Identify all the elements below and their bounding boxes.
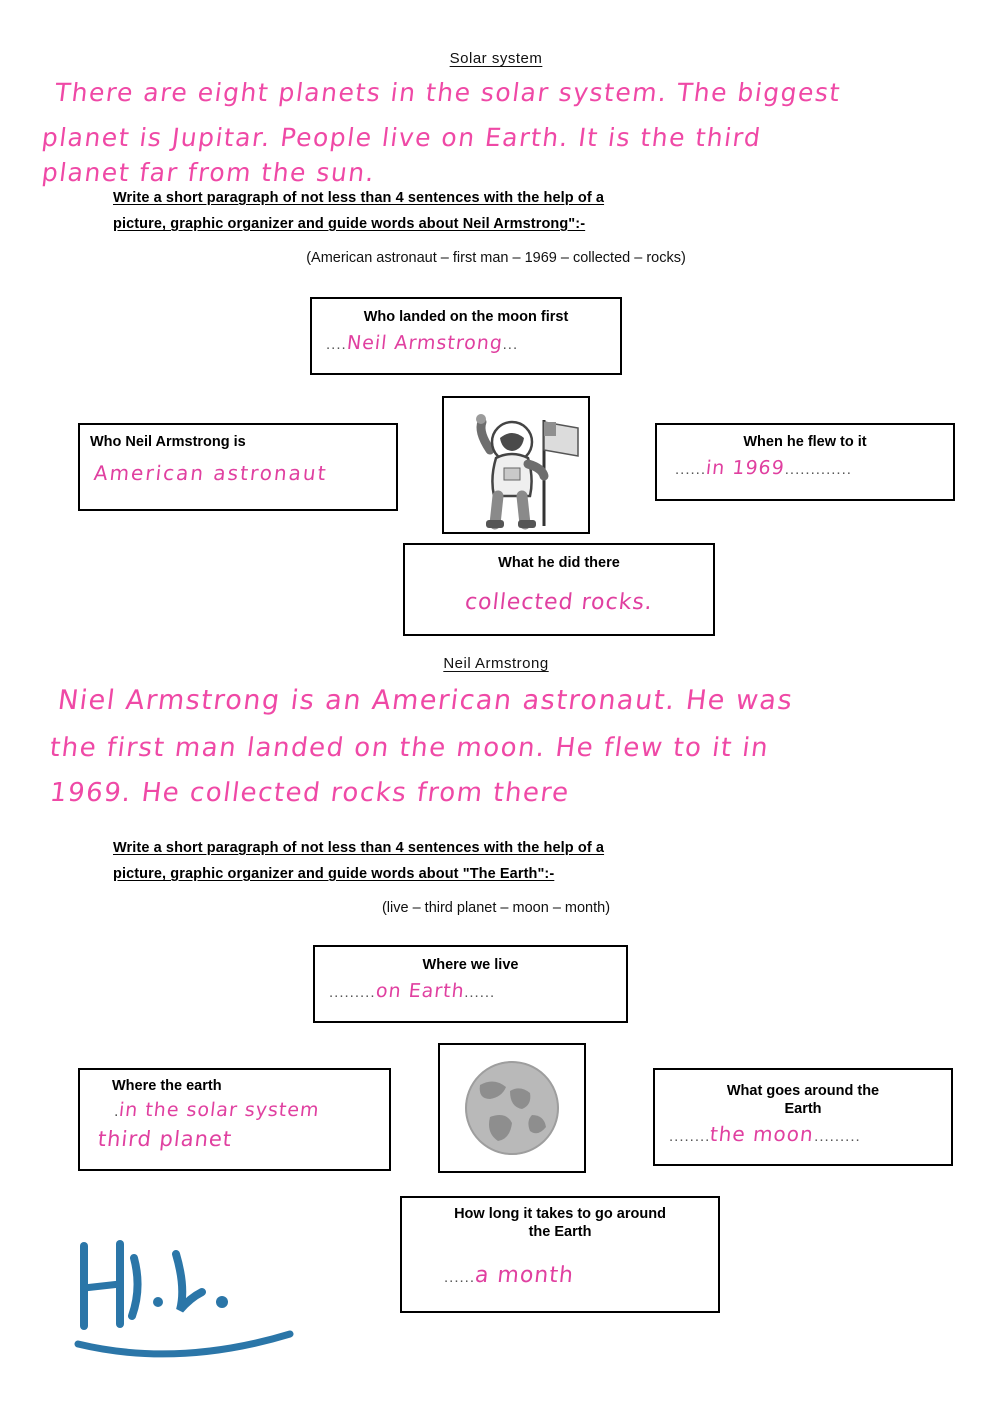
earth-globe-image [438,1043,586,1173]
organizer-box-label: Where the earth [112,1078,222,1094]
task1-instruction-line2: picture, graphic organizer and guide words about Neil Armstrong":- [113,216,586,232]
organizer-box-bottom-task1 [403,543,715,636]
task1-guide-words: (American astronaut – first man – 1969 – collected – rocks) [306,250,686,266]
handwritten-paragraph-line: the first man landed on the moon. He flew to it in [48,733,771,763]
organizer-box-label: What goes around the [726,1083,880,1099]
astronaut-with-flag-image [442,396,590,534]
task2-guide-words: (live – third planet – moon – month) [381,900,611,916]
organizer-box-top-task2 [313,945,628,1023]
answer-dots: ...... [444,1269,476,1287]
answer-dots: ...... [464,984,496,1002]
signature-mark [72,1240,322,1360]
answer-dots: ... [502,336,519,354]
answer-dots: .... [326,336,347,354]
handwritten-answer: collected rocks. [463,590,655,616]
section-title-neil-armstrong: Neil Armstrong [443,655,549,672]
organizer-box-left-task2 [78,1068,391,1171]
handwritten-paragraph-line: planet far from the sun. [40,158,377,187]
handwritten-answer: the moon [709,1122,816,1147]
answer-dots: ...... [675,461,707,479]
handwritten-paragraph-line: planet is Jupitar. People live on Earth. It is the third [40,123,764,152]
task1-instruction-line1: Write a short paragraph of not less than 4 sentences with the help of a [113,190,605,206]
answer-dots: ........ [669,1128,711,1146]
organizer-box-label: Where we live [422,957,519,973]
handwritten-paragraph-line: Niel Armstrong is an American astronaut. He was [56,685,796,716]
task2-instruction-line1: Write a short paragraph of not less than 4 sentences with the help of a [113,840,605,856]
handwritten-answer: a month [473,1263,576,1289]
organizer-box-right-task1 [655,423,955,501]
organizer-box-label: Who landed on the moon first [363,309,569,325]
organizer-box-bottom-task2 [400,1196,720,1313]
handwritten-answer: in 1969 [704,457,786,480]
organizer-box-left-task1 [78,423,398,511]
organizer-box-label: Earth [784,1101,822,1118]
organizer-box-label: What he did there [498,555,620,571]
section-title-solar-system: Solar system [449,50,543,67]
task2-instruction-line2: picture, graphic organizer and guide words about "The Earth":- [113,866,555,882]
handwritten-paragraph-line: 1969. He collected rocks from there [48,778,572,808]
answer-dots: ......... [329,984,376,1002]
teacher-signature [72,1240,322,1365]
answer-dots: . [114,1103,120,1121]
organizer-box-label: How long it takes to go around [454,1206,666,1222]
astronaut-illustration [444,398,588,532]
organizer-box-top-task1 [310,297,622,375]
answer-dots: ............. [784,461,852,479]
handwritten-answer: third planet [96,1127,234,1152]
handwritten-answer: in the solar system [118,1099,322,1122]
organizer-box-right-task2 [653,1068,953,1166]
handwritten-answer: Neil Armstrong [345,332,504,355]
handwritten-answer: American astronaut [92,461,329,486]
handwritten-answer: on Earth [374,980,466,1003]
answer-dots: ......... [814,1128,861,1146]
organizer-box-label: Who Neil Armstrong is [90,434,246,450]
handwritten-paragraph-line: There are eight planets in the solar system. The biggest [53,78,843,107]
organizer-box-label: When he flew to it [743,434,867,450]
organizer-box-label: the Earth [528,1224,592,1241]
earth-illustration [440,1045,584,1171]
